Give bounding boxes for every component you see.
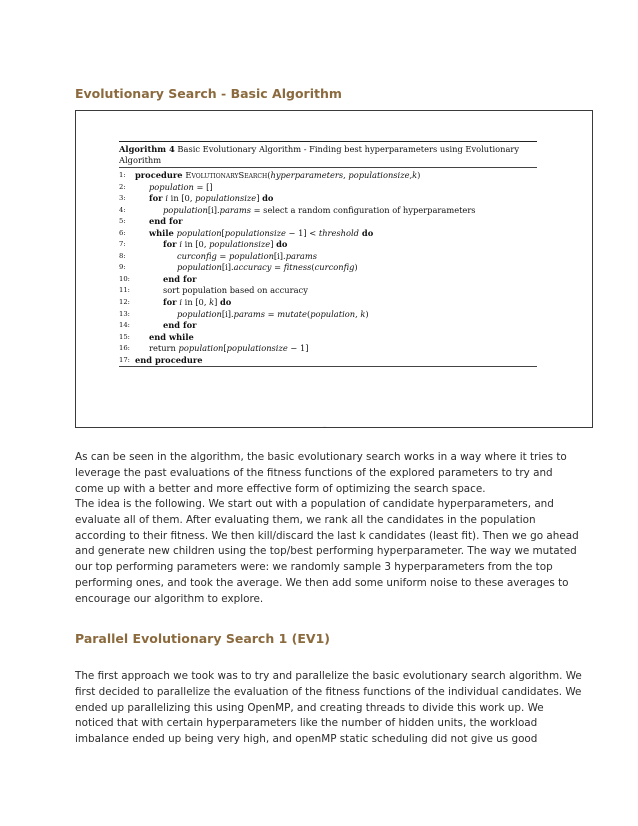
paragraph-first-approach <box>75 669 582 748</box>
code-token: do <box>276 239 288 250</box>
line-code <box>135 297 231 309</box>
code-token: curconfig <box>177 250 217 261</box>
algorithm-line <box>119 239 537 251</box>
code-token: ) <box>417 170 421 180</box>
line-code <box>135 285 308 297</box>
algorithm-line <box>119 297 537 309</box>
code-token: = <box>264 308 278 319</box>
line-number: 4: <box>119 205 126 214</box>
code-token: = <box>216 250 230 261</box>
code-token: params <box>219 204 251 215</box>
algorithm-line <box>119 193 537 205</box>
line-number: 12: <box>119 298 130 307</box>
paragraph-line: and generate new children using the top/best performing hyperparameter. The way we mutated <box>75 545 577 558</box>
algorithm-line <box>119 285 537 297</box>
algorithm-line <box>119 274 537 286</box>
code-token: k <box>209 297 215 308</box>
paragraph-line: evaluate all of them. After evaluating them, we rank all the candidates in the population <box>75 513 536 526</box>
algorithm-line <box>119 355 537 367</box>
paragraph-line: according to their fitness. We then kill/discard the last k candidates (least fit). Then we go ahead <box>75 529 579 542</box>
line-number: 10: <box>119 274 130 283</box>
line-code <box>135 251 317 263</box>
code-token: ] <box>256 193 263 204</box>
code-token: for <box>163 239 180 250</box>
code-token: populationsize <box>209 239 271 250</box>
code-token: ] <box>214 297 220 308</box>
line-number: 13: <box>119 309 130 318</box>
paragraph-line: The first approach we took was to try and parallelize the basic evolutionary search algorithm. We <box>75 670 582 682</box>
code-token: population <box>176 227 222 238</box>
algorithm-figure <box>75 110 593 433</box>
algorithm-line <box>119 251 537 263</box>
code-token: [ <box>221 227 225 238</box>
code-token: i <box>179 239 183 250</box>
code-token: curconfig <box>314 262 355 273</box>
section-heading-basic-algorithm: Evolutionary Search - Basic Algorithm <box>75 86 342 101</box>
line-number: 9: <box>119 263 126 272</box>
code-token: for <box>163 297 180 308</box>
line-number: 17: <box>119 355 130 364</box>
code-token: [i]. <box>221 308 234 319</box>
line-code <box>135 239 287 251</box>
line-number: 11: <box>119 286 130 295</box>
paragraph-line: come up with a better and more effective form of optimizing the search space. <box>75 482 486 495</box>
code-token: end procedure <box>135 354 203 365</box>
code-token: i <box>165 193 169 204</box>
code-token: threshold <box>318 227 359 238</box>
paragraph-intro <box>75 450 575 497</box>
code-token: population <box>178 343 224 354</box>
code-token: ( <box>306 308 311 319</box>
algorithm-line <box>119 216 537 228</box>
code-token: do <box>220 297 232 308</box>
algorithm-line <box>119 320 537 332</box>
code-token: population <box>177 308 222 319</box>
line-number: 5: <box>119 217 126 226</box>
algorithm-line <box>119 182 537 194</box>
code-token: for <box>149 193 166 204</box>
line-code <box>135 332 194 344</box>
algorithm-line <box>119 332 537 344</box>
algorithm-block <box>119 141 537 367</box>
code-token: populationsize <box>226 343 288 354</box>
code-token: [i]. <box>273 250 286 261</box>
code-token: do <box>262 193 274 204</box>
code-token: population, k <box>310 308 366 319</box>
algorithm-title: Basic Evolutionary Algorithm - Finding best hyperparameters using Evolutionary <box>174 144 520 154</box>
code-token: − 1] <box>287 343 309 354</box>
line-code <box>135 309 369 321</box>
algorithm-lines <box>119 168 537 366</box>
code-token: [ <box>223 343 227 354</box>
code-token: population <box>149 181 194 192</box>
code-token: ) <box>354 262 358 273</box>
line-number: 8: <box>119 251 126 260</box>
paragraph-line: first decided to parallelize the evaluation of the fitness functions of the individual candidates. We <box>75 685 582 698</box>
line-number: 14: <box>119 321 130 330</box>
code-token: ] <box>270 239 277 250</box>
line-number: 2: <box>119 182 126 191</box>
line-number: 15: <box>119 332 130 341</box>
line-code <box>135 170 420 182</box>
code-token: do <box>359 227 374 238</box>
paragraph-idea <box>75 497 579 608</box>
algorithm-line <box>119 309 537 321</box>
line-code <box>135 320 196 332</box>
code-token: end for <box>163 273 197 284</box>
line-number: 6: <box>119 228 126 237</box>
algorithm-line <box>119 343 537 355</box>
page-fragment-mark: - <box>323 423 327 433</box>
code-token: params <box>233 308 265 319</box>
code-token: populationsize <box>224 227 286 238</box>
code-token: end while <box>149 331 194 342</box>
line-number: 7: <box>119 240 126 249</box>
code-token: in [0, <box>182 239 210 250</box>
line-code <box>135 228 373 240</box>
code-token: procedure <box>135 170 186 180</box>
line-code <box>135 205 476 217</box>
code-token: return <box>149 343 179 354</box>
algorithm-label: Algorithm 4 <box>119 144 175 154</box>
line-code <box>135 343 309 355</box>
paragraph-line: our top performing parameters were: we randomly sample 3 hyperparameters from the top <box>75 561 553 574</box>
code-token: = [] <box>193 181 213 192</box>
code-token: = select a random configuration of hyperparameters <box>250 204 476 215</box>
line-code <box>135 193 273 205</box>
code-token: fitness <box>283 262 312 273</box>
code-token: in [0, <box>168 193 196 204</box>
code-token: population <box>177 262 222 273</box>
paragraph-line: ended up parallelizing this using OpenMP, and creating threads to divide this work up. We <box>75 701 544 714</box>
code-token: in [0, <box>182 297 210 308</box>
algorithm-line <box>119 228 537 240</box>
code-token: − 1] < <box>285 227 319 238</box>
line-code <box>135 262 358 274</box>
code-token: ( <box>311 262 315 273</box>
line-number: 1: <box>119 171 126 179</box>
line-code <box>135 274 196 286</box>
code-token: [i]. <box>207 204 220 215</box>
paragraph-line: The idea is the following. We start out with a population of candidate hyperparameters, and <box>75 498 554 510</box>
bottom-rule <box>119 366 537 367</box>
line-code <box>135 182 213 194</box>
code-token: accuracy <box>233 262 272 273</box>
paragraph-line: leverage the past evaluations of the fitness functions of the explored parameters to try and <box>75 466 553 479</box>
code-token: population <box>163 204 208 215</box>
code-token: population <box>229 250 274 261</box>
section-heading-parallel-ev1: Parallel Evolutionary Search 1 (EV1) <box>75 631 330 646</box>
code-token: ) <box>365 308 369 319</box>
algorithm-line <box>119 205 537 217</box>
code-token: while <box>149 227 177 238</box>
paragraph-line: performing ones, and took the average. We then add some uniform noise to these averages to <box>75 576 569 589</box>
code-token: end for <box>163 320 197 331</box>
code-token: end for <box>149 216 183 227</box>
code-token: mutate <box>277 308 307 319</box>
paragraph-line: As can be seen in the algorithm, the basic evolutionary search works in a way where it tries to <box>75 451 567 463</box>
algorithm-line <box>119 262 537 274</box>
code-token: sort population based on accuracy <box>163 285 308 296</box>
code-token: = <box>271 262 284 273</box>
line-code <box>135 355 203 367</box>
code-token: [i]. <box>221 262 234 273</box>
code-token: params <box>285 250 317 261</box>
paragraph-line: noticed that with certain hyperparameters like the number of hidden units, the workload <box>75 717 538 730</box>
line-code <box>135 216 182 228</box>
code-token: i <box>179 297 183 308</box>
line-number: 16: <box>119 344 130 353</box>
paragraph-line: imbalance ended up being very high, and openMP static scheduling did not give us good <box>75 733 538 746</box>
code-token: populationsize <box>195 193 257 204</box>
paragraph-line: encourage our algorithm to explore. <box>75 592 264 605</box>
code-token: hyperparameters, populationsize,k <box>270 170 418 180</box>
algorithm-line <box>119 170 537 182</box>
line-number: 3: <box>119 194 126 203</box>
algorithm-title-cont: Algorithm <box>119 155 162 165</box>
code-token: EvolutionarySearch <box>185 170 268 180</box>
algorithm-caption <box>119 142 537 167</box>
code-token: ( <box>267 170 271 180</box>
